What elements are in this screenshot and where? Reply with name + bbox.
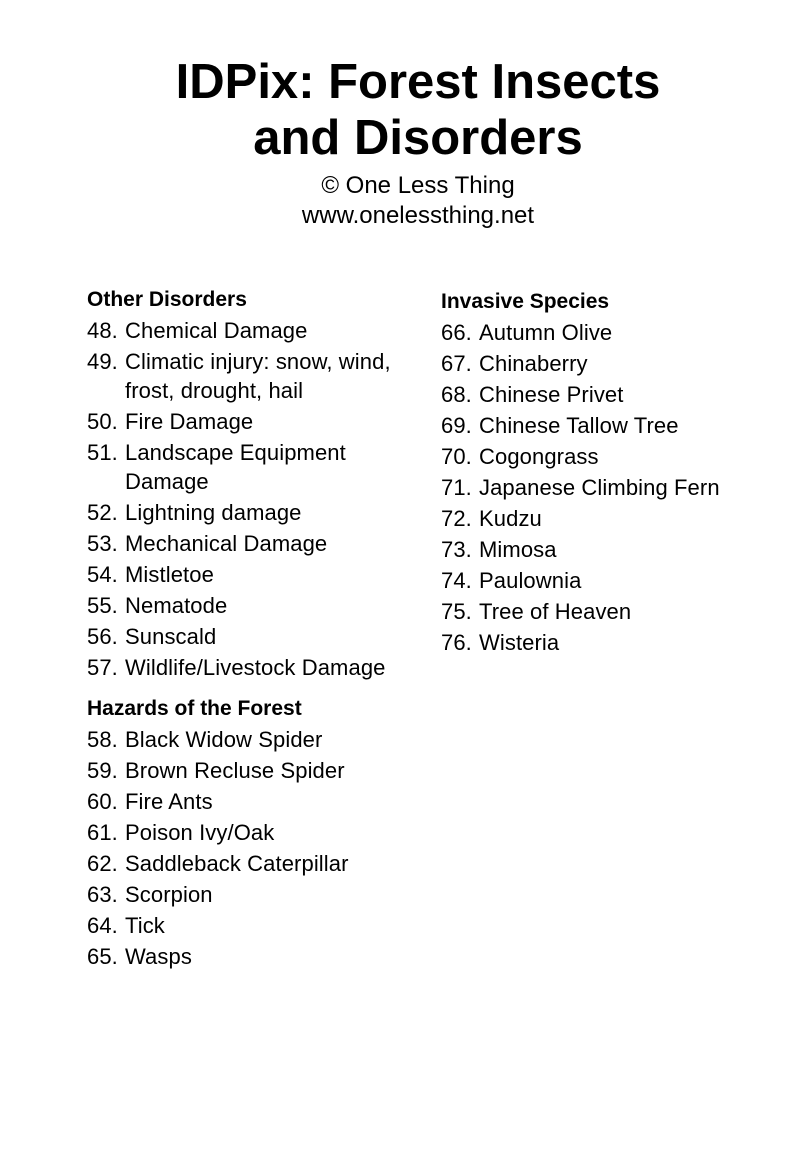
list-item — [87, 911, 407, 940]
list-item — [441, 535, 791, 564]
list-item — [87, 880, 407, 909]
item-label: Nematode — [125, 593, 228, 618]
item-number: 73. — [441, 537, 472, 562]
list-item — [441, 628, 791, 657]
item-label: Black Widow Spider — [125, 727, 323, 752]
list-item — [87, 560, 407, 589]
item-label: Brown Recluse Spider — [125, 758, 345, 783]
title-line-1: IDPix: Forest Insects — [175, 55, 661, 109]
left-column — [87, 286, 407, 973]
item-number: 69. — [441, 413, 472, 438]
item-label: Climatic injury: snow, wind, frost, drought, hail — [125, 349, 391, 403]
item-label: Tree of Heaven — [479, 599, 632, 624]
list-item — [87, 529, 407, 558]
list-other-disorders — [87, 316, 407, 682]
page-title — [0, 54, 800, 166]
item-number: 68. — [441, 382, 472, 407]
list-item — [441, 318, 791, 347]
item-label: Chinaberry — [479, 351, 588, 376]
list-item — [87, 818, 407, 847]
item-number: 67. — [441, 351, 472, 376]
list-invasive-species — [441, 318, 791, 657]
item-label: Fire Damage — [125, 409, 254, 434]
item-number: 71. — [441, 475, 472, 500]
item-number: 52. — [87, 500, 118, 525]
item-label: Mechanical Damage — [125, 531, 328, 556]
list-item — [87, 942, 407, 971]
list-item — [87, 316, 407, 345]
item-number: 70. — [441, 444, 472, 469]
section-other-disorders — [87, 286, 407, 682]
section-title-other-disorders: Other Disorders — [87, 288, 247, 311]
item-label: Wildlife/Livestock Damage — [125, 655, 386, 680]
section-title-invasive-species: Invasive Species — [441, 290, 610, 313]
website-url: www.onelessthing.net — [301, 202, 535, 229]
item-number: 61. — [87, 820, 118, 845]
item-number: 64. — [87, 913, 118, 938]
page-header — [0, 54, 800, 231]
section-hazards — [87, 695, 407, 971]
copyright-notice: © One Less Thing — [321, 172, 515, 199]
item-number: 56. — [87, 624, 118, 649]
item-number: 72. — [441, 506, 472, 531]
list-item — [441, 349, 791, 378]
list-item — [87, 756, 407, 785]
item-number: 65. — [87, 944, 118, 969]
item-number: 66. — [441, 320, 472, 345]
item-number: 75. — [441, 599, 472, 624]
item-number: 76. — [441, 630, 472, 655]
item-label: Sunscald — [125, 624, 217, 649]
item-label: Wasps — [125, 944, 192, 969]
list-hazards — [87, 725, 407, 971]
item-label: Chinese Tallow Tree — [479, 413, 679, 438]
item-number: 60. — [87, 789, 118, 814]
list-item — [441, 473, 791, 502]
item-label: Fire Ants — [125, 789, 213, 814]
item-number: 62. — [87, 851, 118, 876]
item-number: 63. — [87, 882, 118, 907]
list-item — [441, 442, 791, 471]
list-item — [87, 498, 407, 527]
item-label: Poison Ivy/Oak — [125, 820, 275, 845]
item-number: 48. — [87, 318, 118, 343]
item-label: Chinese Privet — [479, 382, 624, 407]
item-label: Cogongrass — [479, 444, 599, 469]
list-item — [441, 597, 791, 626]
list-item — [87, 787, 407, 816]
right-column — [441, 288, 791, 659]
item-label: Landscape Equipment Damage — [125, 440, 346, 494]
list-item — [87, 438, 407, 496]
item-number: 57. — [87, 655, 118, 680]
item-label: Kudzu — [479, 506, 542, 531]
item-number: 51. — [87, 440, 118, 465]
list-item — [441, 504, 791, 533]
item-label: Mistletoe — [125, 562, 214, 587]
section-invasive-species — [441, 288, 791, 657]
item-number: 54. — [87, 562, 118, 587]
item-label: Tick — [125, 913, 165, 938]
list-item — [441, 380, 791, 409]
item-label: Saddleback Caterpillar — [125, 851, 349, 876]
item-label: Wisteria — [479, 630, 560, 655]
list-item — [87, 849, 407, 878]
item-number: 74. — [441, 568, 472, 593]
item-number: 49. — [87, 349, 118, 374]
item-number: 53. — [87, 531, 118, 556]
item-label: Scorpion — [125, 882, 213, 907]
title-line-2: and Disorders — [253, 111, 583, 165]
list-item — [87, 725, 407, 754]
item-label: Japanese Climbing Fern — [479, 475, 720, 500]
item-label: Mimosa — [479, 537, 557, 562]
list-item — [87, 622, 407, 651]
item-label: Paulownia — [479, 568, 582, 593]
list-item — [87, 347, 407, 405]
list-item — [441, 411, 791, 440]
item-label: Chemical Damage — [125, 318, 308, 343]
item-number: 58. — [87, 727, 118, 752]
list-item — [87, 653, 407, 682]
list-item — [87, 591, 407, 620]
item-label: Autumn Olive — [479, 320, 613, 345]
item-number: 55. — [87, 593, 118, 618]
list-item — [441, 566, 791, 595]
section-title-hazards: Hazards of the Forest — [87, 697, 302, 720]
item-label: Lightning damage — [125, 500, 302, 525]
item-number: 50. — [87, 409, 118, 434]
item-number: 59. — [87, 758, 118, 783]
list-item — [87, 407, 407, 436]
